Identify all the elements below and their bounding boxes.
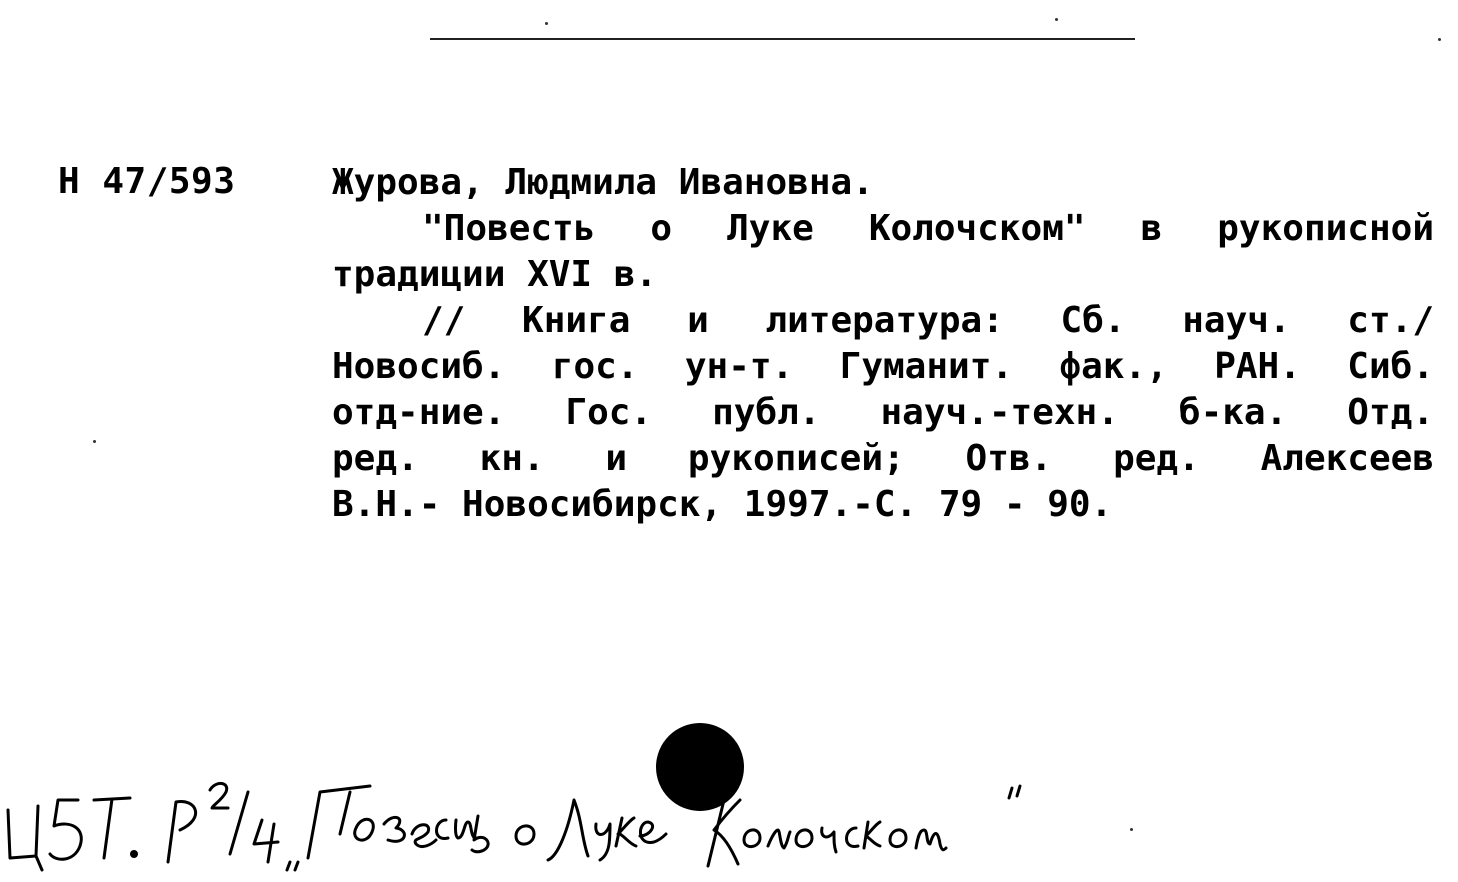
dust-speck [93, 440, 96, 443]
source-line: // Книга и литература: Сб. науч. ст./ [422, 300, 1434, 341]
dust-speck [545, 22, 548, 25]
title-line-cont: традиции XVI в. [332, 254, 658, 295]
dust-speck [1055, 18, 1058, 21]
source-line-cont: Новосиб. гос. ун-т. Гуманит. фак., РАН. Сиб. [332, 346, 1434, 387]
handwritten-note [0, 770, 1100, 882]
imprint-line: В.Н.- Новосибирск, 1997.-С. 79 - 90. [332, 484, 1113, 525]
bibliographic-entry [332, 160, 1434, 528]
source-line-cont: отд-ние. Гос. публ. науч.-техн. б-ка. Отд. [332, 392, 1434, 433]
dust-speck [1438, 38, 1441, 41]
dust-speck [1130, 828, 1133, 831]
author-line: Журова, Людмила Ивановна. [332, 162, 874, 203]
source-line-cont: ред. кн. и рукописей; Отв. ред. Алексеев [332, 438, 1434, 479]
shelfmark: Н 47/593 [58, 161, 236, 202]
top-divider-line [430, 38, 1135, 40]
title-line: "Повесть о Луке Колочском" в рукописной [422, 208, 1434, 249]
